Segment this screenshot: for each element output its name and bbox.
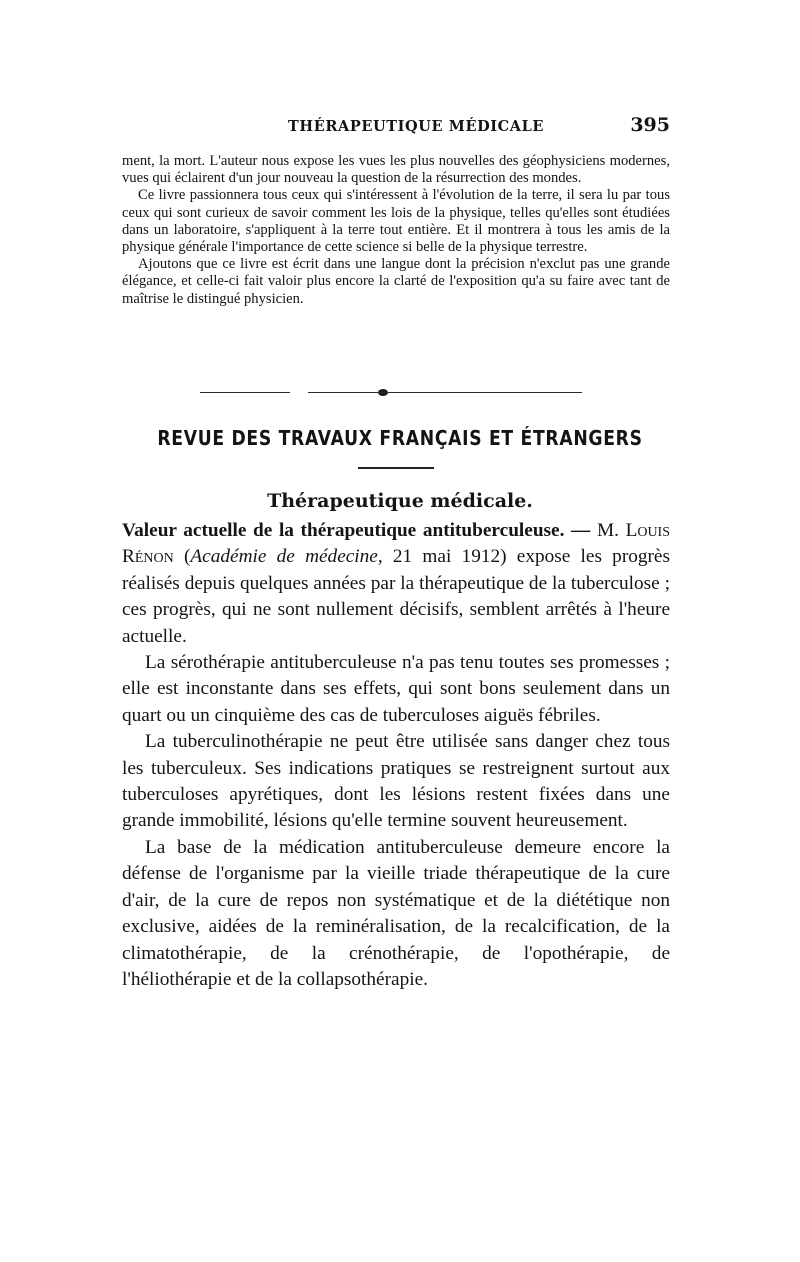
paragraph: La tuberculinothérapie ne peut être utilisée sans danger chez tous les tuberculeux. Ses indications pratiques se restreignent surtout aux tuberculoses apyrétiques, dont les lésions restent fixées dans une grande immobilité, lésions qu'elle termine souvent heureusement. <box>122 731 670 832</box>
running-title: THÉRAPEUTIQUE MÉDICALE <box>288 118 545 135</box>
previous-review-text <box>122 153 670 308</box>
article-lead-text: 21 mai 1912) expose les progrès réalisés depuis quelques années par la thérapeutique de la tuberculose ; ces progrès, qui ne sont nullement décisifs, semblent arrêtés à l'heure actuelle. <box>122 546 670 647</box>
divider-line <box>308 392 582 393</box>
paragraph: La sérothérapie antituberculeuse n'a pas tenu toutes ses promesses ; elle est inconstante dans ses effets, qui sont bons seulement dans un quart ou un cinquième des cas de tuberculoses aiguës fébriles. <box>122 652 670 726</box>
article-body <box>122 518 670 993</box>
paragraph: La base de la médication antituberculeuse demeure encore la défense de l'organisme par la vieille triade thérapeutique de la cure d'air, de la cure de repos non systématique et de la diététique non exclusive, aidées de la reminéralisation, de la recalcification, de la climatothérapie, de la crénothérapie, de l'opothérapie, de l'héliothérapie et de la collapsothérapie. <box>122 836 670 990</box>
source-open: ( <box>183 546 191 568</box>
ornamental-divider <box>200 387 582 399</box>
article-first-paragraph <box>122 518 670 650</box>
author-prefix: M. <box>596 520 619 541</box>
running-head <box>122 114 670 138</box>
paragraph: Ce livre passionnera tous ceux qui s'intéressent à l'évolution de la terre, il sera lu par tous ceux qui sont curieux de savoir comment les lois de la physique, telles qu'elles sont étudiées dans un laboratoire, s'appliquent à la terre tout entière. Et il montrera à tous les amis de la physique générale l'importance de cette science si belle de la physique terrestre. <box>122 187 670 256</box>
author-name: Louis Rénon <box>122 520 671 568</box>
section-heading: REVUE DES TRAVAUX FRANÇAIS ET ÉTRANGERS <box>157 426 643 450</box>
divider-line <box>200 392 290 393</box>
page-number: 395 <box>630 114 670 136</box>
paragraph: Ajoutons que ce livre est écrit dans une langue dont la précision n'exclut pas une grande élégance, et celle-ci fait valoir plus encore la clarté de l'exposition qu'a su faire avec tant de maîtrise le distingué physicien. <box>122 256 670 307</box>
paragraph: ment, la mort. L'auteur nous expose les vues les plus nouvelles des géophysiciens modernes, vues qui éclairent d'un jour nouveau la question de la résurrection des mondes. <box>122 153 670 187</box>
heading-rule <box>358 467 434 469</box>
source-citation: Académie de médecine, <box>190 546 383 568</box>
article-title: Valeur actuelle de la thérapeutique antituberculeuse. — <box>122 520 591 541</box>
subsection-heading: Thérapeutique médicale. <box>267 490 533 512</box>
